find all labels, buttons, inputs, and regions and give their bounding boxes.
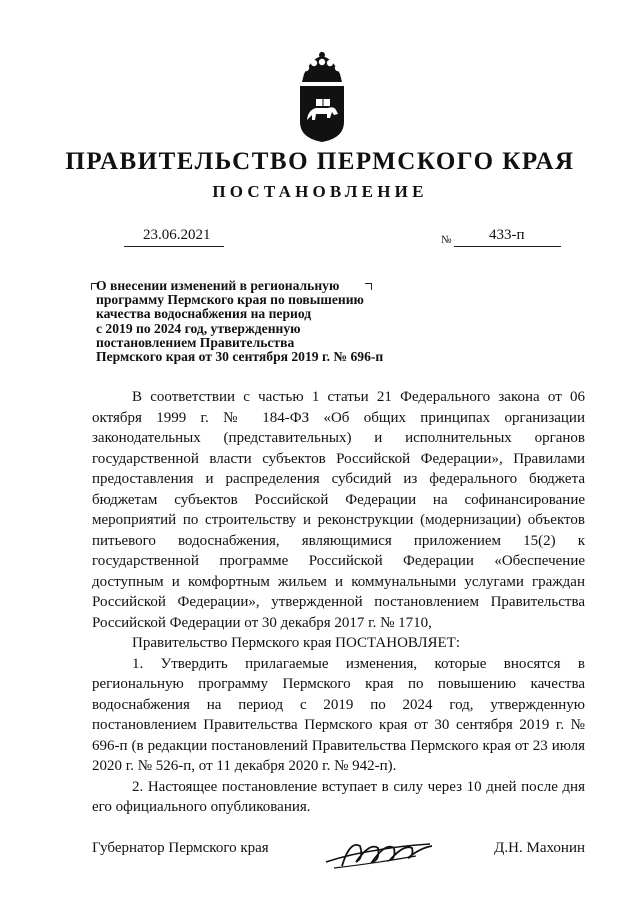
coat-of-arms-icon <box>294 52 350 144</box>
body-paragraph-item-2: 2. Настоящее постановление вступает в силу через 10 дней после дня его официального опубликования. <box>92 778 585 815</box>
body-paragraph-resolves: Правительство Пермского края ПОСТАНОВЛЯЕТ: <box>132 635 461 651</box>
document-body <box>92 387 585 818</box>
subject-line: Пермского края от 30 сентября 2019 г. № 696-п <box>96 349 384 365</box>
document-type: ПОСТАНОВЛЕНИЕ <box>212 182 428 201</box>
subject-line: с 2019 по 2024 год, утвержденную <box>96 320 301 336</box>
number-sign: № <box>441 234 452 246</box>
document-subject <box>96 279 396 364</box>
signatory-name: Д.Н. Махонин <box>494 840 585 856</box>
signature-block <box>92 840 585 870</box>
body-paragraph-item-1: 1. Утвердить прилагаемые изменения, которые вносятся в региональную программу Пермского края по повышению качества водоснабжения на период с 2019 по 2024 год, утвержденную постановлением Правительства Пермского края от 30 сентября 2019 г. № 696-п (в редакции постановлений Правительства Пермского края от 23 июля 2020 г. № 526-п, от 11 декабря 2020 г. № 942-п). <box>92 655 585 774</box>
number-underline <box>454 246 561 247</box>
subject-line: О внесении изменений в региональную <box>96 278 340 293</box>
government-title: ПРАВИТЕЛЬСТВО ПЕРМСКОГО КРАЯ <box>65 148 575 175</box>
subject-line: качества водоснабжения на период <box>96 306 312 322</box>
document-date: 23.06.2021 <box>143 227 211 243</box>
subject-line: программу Пермского края по повышению <box>96 292 364 308</box>
document-number: 433-п <box>489 227 525 243</box>
handwritten-signature-icon <box>320 832 440 872</box>
subject-line: постановлением Правительства <box>96 334 295 350</box>
date-underline <box>124 246 224 247</box>
body-paragraph-preamble: В соответствии с частью 1 статьи 21 Федерального закона от 06 октября 1999 г. № 184-ФЗ «Об общих принципах организации законодательных (представительных) и исполнительных органов государственной власти субъектов Российской Федерации», Правилами предоставления и распределения субсидий из федерального бюджета бюджетам субъектов Российской Федерации на софинансирование мероприятий по строительству и реконструкции (модернизации) объектов питьевого водоснабжения, являющимися приложением 15(2) к государственной программе Российской Федерации «Обеспечение доступным и комфортным жильем и коммунальными услугами граждан Российской Федерации», утвержденной постановлением Правительства Российской Федерации от 30 декабря 2017 г. № 1710, <box>92 389 585 631</box>
signatory-role: Губернатор Пермского края <box>92 840 269 856</box>
